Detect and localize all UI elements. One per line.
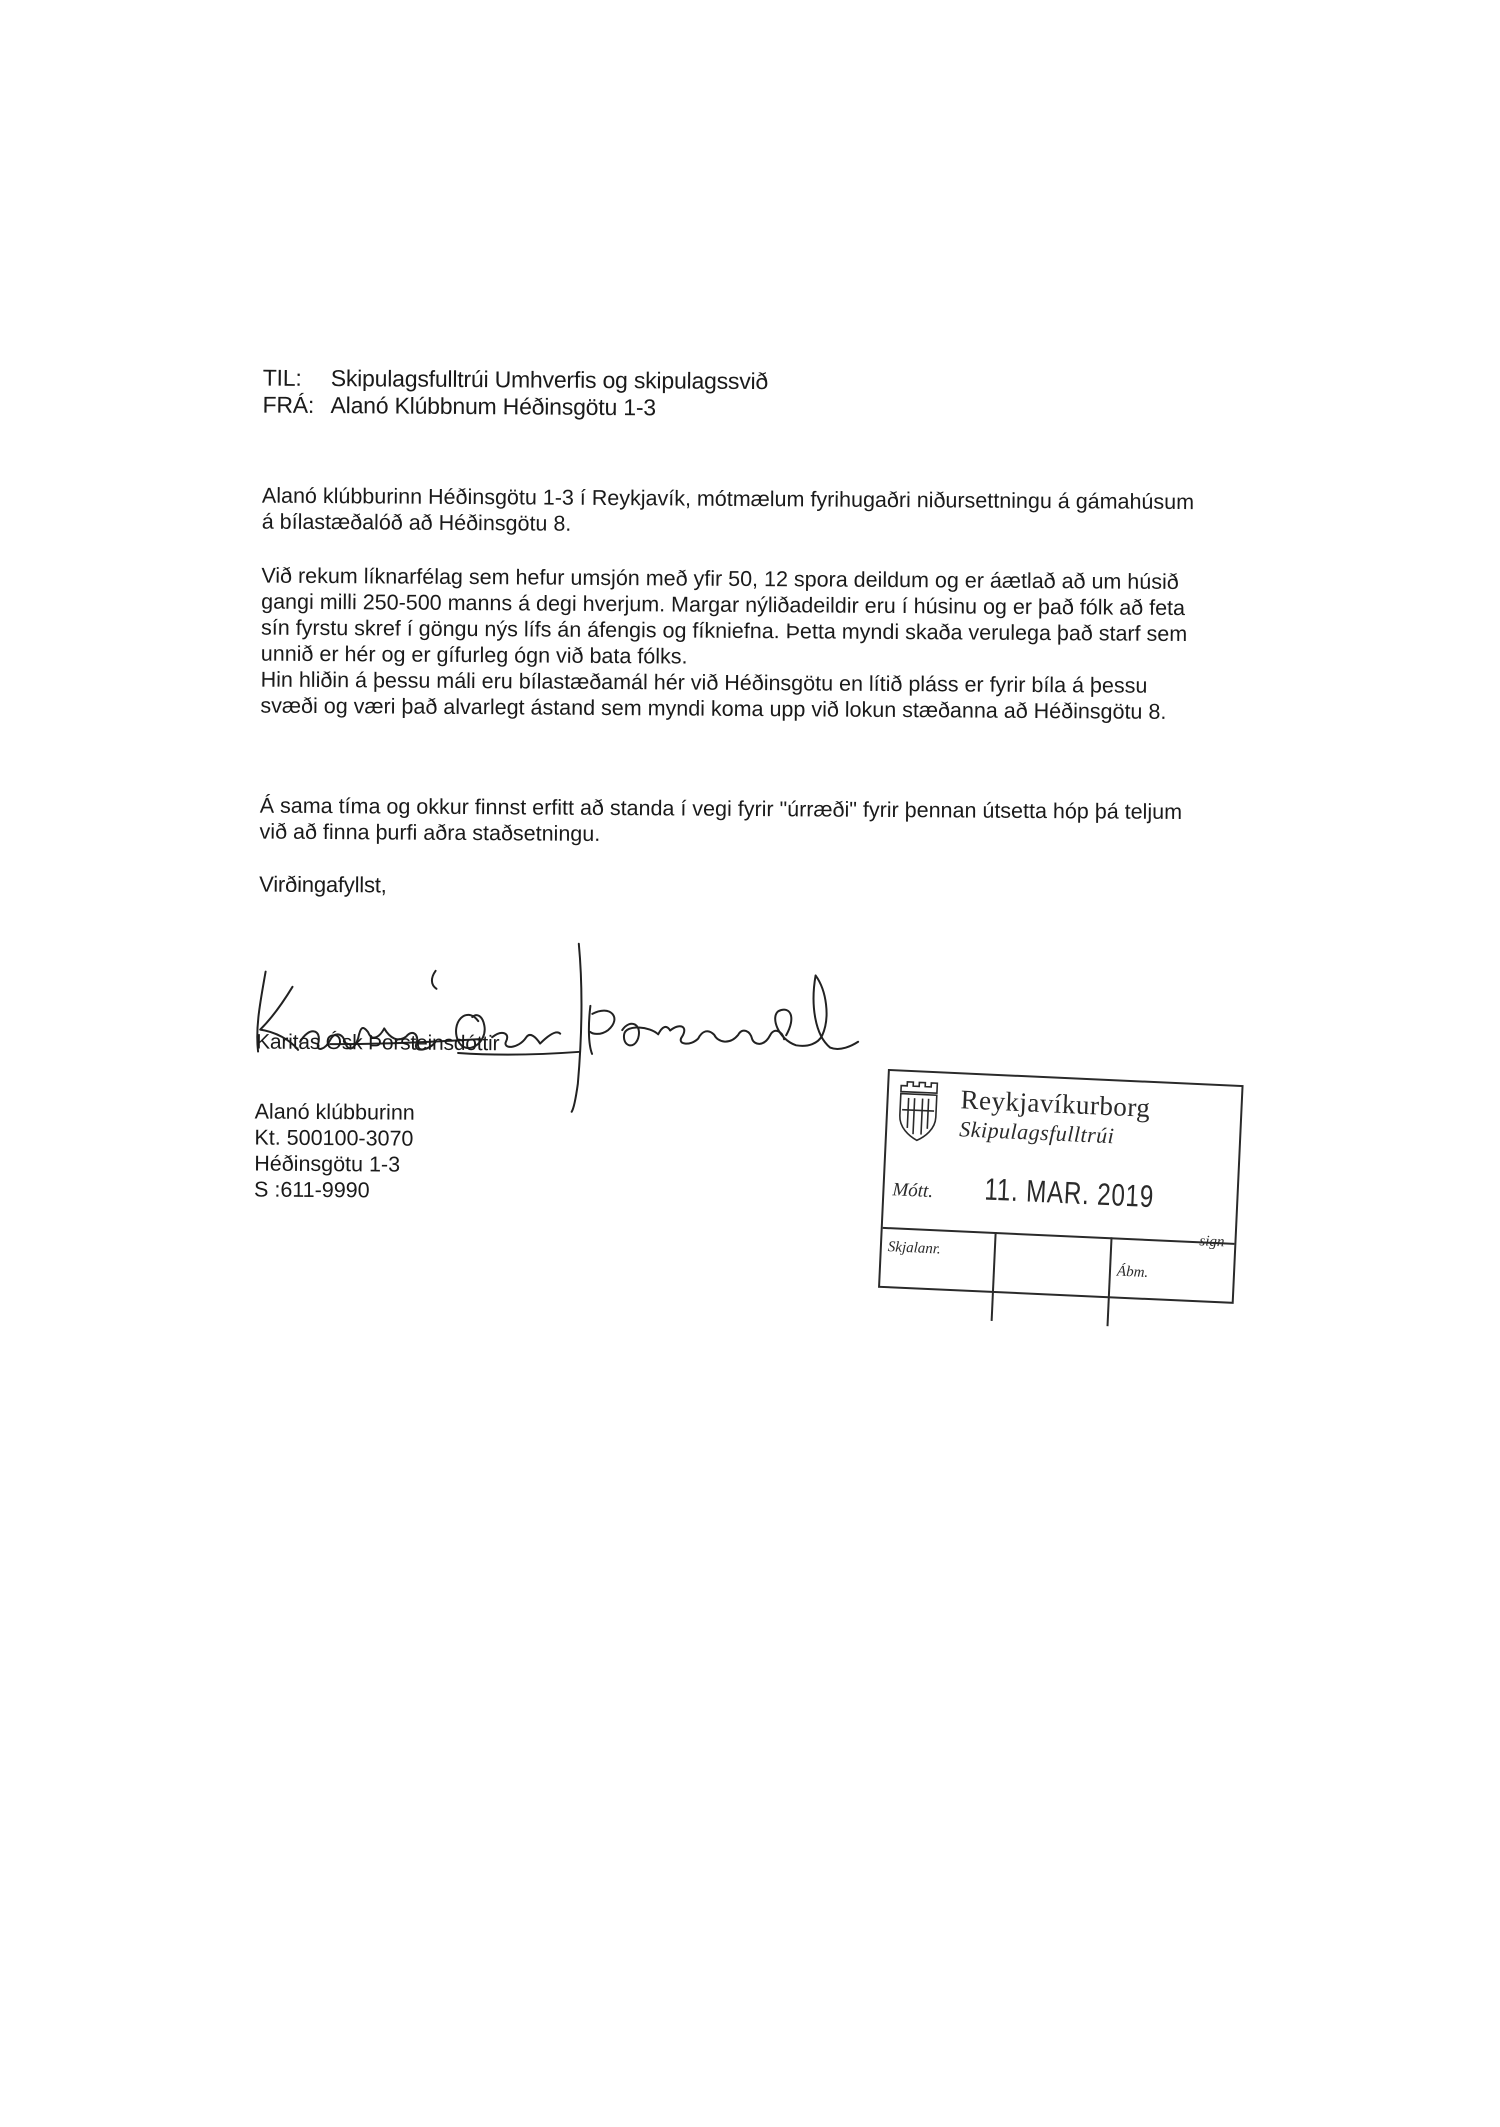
paragraph-line: Á sama tíma og okkur finnst erfitt að standa í vegi fyrir "úrræði" fyrir þennan útsetta hóp þá teljum (259, 793, 1183, 825)
paragraph-line: Alanó klúbburinn Héðinsgötu 1-3 í Reykjavík, mótmælum fyrihugaðri niðursettningu á gámahúsum (261, 483, 1195, 515)
stamp-received-label: Mótt. (891, 1179, 934, 1203)
paragraph-line: Hin hliðin á þessu máli eru bílastæðamál hér við Héðinsgötu en lítið pláss er fyrir bíla á þessu (260, 667, 1148, 698)
stamp-column-divider (1107, 1237, 1113, 1326)
stamp-org: Reykjavíkurborg (959, 1084, 1152, 1123)
paragraph-line: Við rekum líknarfélag sem hefur umsjón með yfir 50, 12 spora deildum og er áætlað að um húsið (261, 563, 1179, 594)
paragraph-line: við að finna þurfi aðra staðsetningu. (259, 819, 601, 846)
stamp-dept: Skipulagsfulltrúi (958, 1116, 1115, 1149)
stamp-date: 11. MAR. 2019 (983, 1171, 1155, 1215)
paragraph-line: svæði og væri það alvarlegt ástand sem myndi koma upp við lokun stæðanna að Héðinsgötu 8. (260, 693, 1167, 724)
paragraph-1 (262, 483, 1262, 542)
signer-name: Karitas Ósk Þorsteinsdóttir (256, 1030, 500, 1056)
sender-org: Alanó klúbburinn (254, 1099, 415, 1125)
stamp-column-divider (991, 1232, 997, 1321)
stamp-abm-label: Ábm. (1116, 1263, 1149, 1281)
paragraph-line: sín fyrstu skref í göngu nýs lífs án áfengis og fíkniefna. Þetta myndi skaða verulega það starf sem (260, 615, 1188, 647)
paragraph-line: á bílastæðalóð að Héðinsgötu 8. (261, 509, 572, 536)
sender-street: Héðinsgötu 1-3 (254, 1151, 401, 1177)
closing: Virðingafyllst, (259, 871, 387, 898)
city-crest-icon (895, 1079, 942, 1143)
paragraph-line: gangi milli 250-500 manns á degi hverjum. Margar nýliðadeildir eru í húsinu og er það fólk að feta (261, 589, 1186, 621)
from-label: FRÁ: (262, 391, 315, 418)
sender-kt: Kt. 500100-3070 (254, 1125, 414, 1151)
paragraph-3 (259, 793, 1259, 852)
from-value: Alanó Klúbbnum Héðinsgötu 1-3 (330, 392, 657, 421)
paragraph-2 (260, 563, 1261, 726)
paragraph-line: unnið er hér og er gífurleg ógn við bata fólks. (260, 641, 688, 669)
to-value: Skipulagsfulltrúi Umhverfis og skipulagssvið (330, 365, 769, 395)
handwritten-signature (230, 931, 931, 1116)
stamp-doc-label: Skjalanr. (887, 1239, 942, 1258)
stamp-sign-label: sign (1199, 1233, 1225, 1251)
received-stamp (878, 1069, 1244, 1304)
to-label: TIL: (262, 364, 302, 391)
from-line (262, 391, 656, 422)
sender-phone: S :611-9990 (254, 1177, 370, 1203)
sender-block (254, 1099, 415, 1204)
